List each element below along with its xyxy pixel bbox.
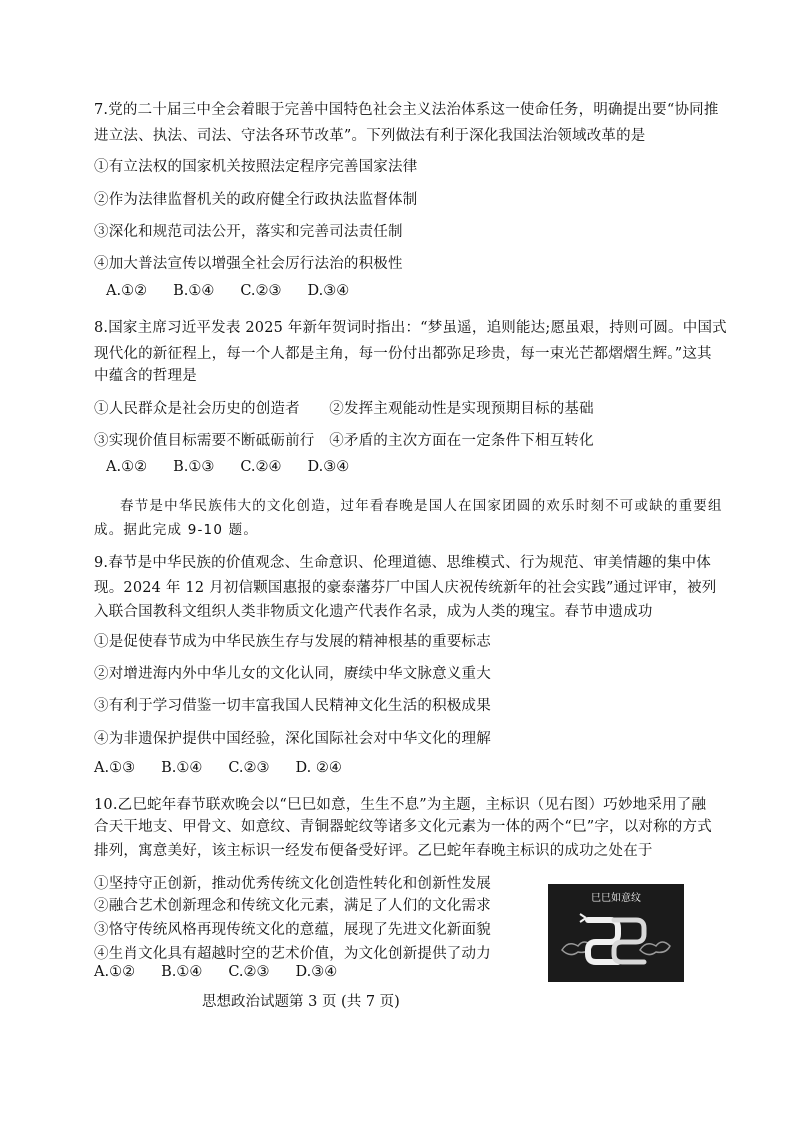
q8-items-3-4: ③实现价值目标需要不断砥砺前行 ④矛盾的主次方面在一定条件下相互转化 [94,433,594,449]
q10-stem-line2: 合天干地支、甲骨文、如意纹、青铜器蛇纹等诸多文化元素为一体的两个“巳”字，以对称的方式 [94,819,712,835]
q7-item-4: ④加大普法宣传以增强全社会厉行法治的积极性 [94,256,403,272]
q9-option-d[interactable]: D. ②④ [295,760,342,776]
q9-stem-line1: 9.春节是中华民族的价值观念、生命意识、伦理道德、思维模式、行为规范、审美情趣的集中体 [94,555,711,571]
q8-stem-line3: 中蕴含的哲理是 [94,368,197,384]
page-footer: 思想政治试题第 3 页 (共 7 页) [202,994,400,1010]
material-intro-line2: 成。据此完成 9-10 题。 [94,522,259,538]
q7-item-3: ③深化和规范司法公开，落实和完善司法责任制 [94,224,403,240]
q8-option-b[interactable]: B.①③ [173,459,215,475]
q10-stem-line3: 排列，寓意美好，该主标识一经发布便备受好评。乙巳蛇年春晚主标识的成功之处在于 [94,843,653,859]
q9-item-4: ④为非遗保护提供中国经验，深化国际社会对中华文化的理解 [94,731,491,747]
q10-item-3: ③恪守传统风格再现传统文化的意蕴，展现了先进文化新面貌 [94,922,491,938]
q9-option-c[interactable]: C.②③ [228,760,270,776]
q7-item-2: ②作为法律监督机关的政府健全行政执法监督体制 [94,192,418,208]
q7-stem-line2: 进立法、执法、司法、守法各环节改革”。下列做法有利于深化我国法治领域改革的是 [94,128,646,144]
q9-item-2: ②对增进海内外中华儿女的文化认同，赓续中华文脉意义重大 [94,666,491,682]
material-intro-line1: 春节是中华民族伟大的文化创造，过年看春晚是国人在国家团圆的欢乐时刻不可或缺的重要组 [120,498,723,514]
q9-item-1: ①是促使春节成为中华民族生存与发展的精神根基的重要标志 [94,634,491,650]
q10-item-2: ②融合艺术创新理念和传统文化元素，满足了人们的文化需求 [94,898,491,914]
q10-item-4: ④生肖文化具有超越时空的艺术价值，为文化创新提供了动力 [94,946,491,962]
q10-option-a[interactable]: A.①② [94,964,136,980]
q10-stem-line1: 10.乙巳蛇年春节联欢晚会以“巳巳如意，生生不息”为主题，主标识（见右图）巧妙地采用了融 [94,797,707,813]
q10-options [94,964,363,980]
q7-option-a[interactable]: A.①② [106,283,148,299]
q7-item-1: ①有立法权的国家机关按照法定程序完善国家法律 [94,159,418,175]
q7-option-b[interactable]: B.①④ [173,283,215,299]
q10-option-b[interactable]: B.①④ [161,964,203,980]
q10-option-c[interactable]: C.②③ [228,964,270,980]
q8-stem-line2: 现代化的新征程上，每一个人都是主角，每一份付出都弥足珍贵，每一束光芒都熠熠生辉。”这其 [94,346,712,362]
q9-option-b[interactable]: B.①④ [161,760,203,776]
logo-caption: 巳巳如意纹 [591,893,641,904]
q10-option-d[interactable]: D.③④ [295,964,338,980]
q8-stem-line1: 8.国家主席习近平发表 2025 年新年贺词时指出：“梦虽遥，追则能达;愿虽艰，持则可圆。中国式 [94,320,727,336]
q8-option-a[interactable]: A.①② [106,459,148,475]
q7-option-c[interactable]: C.②③ [240,283,282,299]
q8-option-d[interactable]: D.③④ [307,459,350,475]
q9-option-a[interactable]: A.①③ [94,760,136,776]
q7-option-d[interactable]: D.③④ [307,283,350,299]
q9-stem-line2: 现。2024 年 12 月初信颗国惠报的豪泰藩芬厂中国人庆祝传统新年的社会实践”通过评审，被列 [94,580,717,596]
q9-stem-line3: 入联合国教科文组织人类非物质文化遗产代表作名录，成为人类的瑰宝。春节申遗成功 [94,604,653,620]
q8-items-1-2: ①人民群众是社会历史的创造者 ②发挥主观能动性是实现预期目标的基础 [94,401,594,417]
q8-options [106,459,375,475]
q10-item-1: ①坚持守正创新，推动优秀传统文化创造性转化和创新性发展 [94,876,491,892]
spring-gala-logo-image [548,884,684,982]
q9-options [94,760,368,776]
q8-option-c[interactable]: C.②④ [240,459,282,475]
q7-options [106,283,375,299]
q9-item-3: ③有利于学习借鉴一切丰富我国人民精神文化生活的积极成果 [94,698,491,714]
q7-stem-line1: 7.党的二十届三中全会着眼于完善中国特色社会主义法治体系这一使命任务，明确提出要“协同推 [94,102,719,118]
spring-gala-logo-graphic [548,884,684,982]
